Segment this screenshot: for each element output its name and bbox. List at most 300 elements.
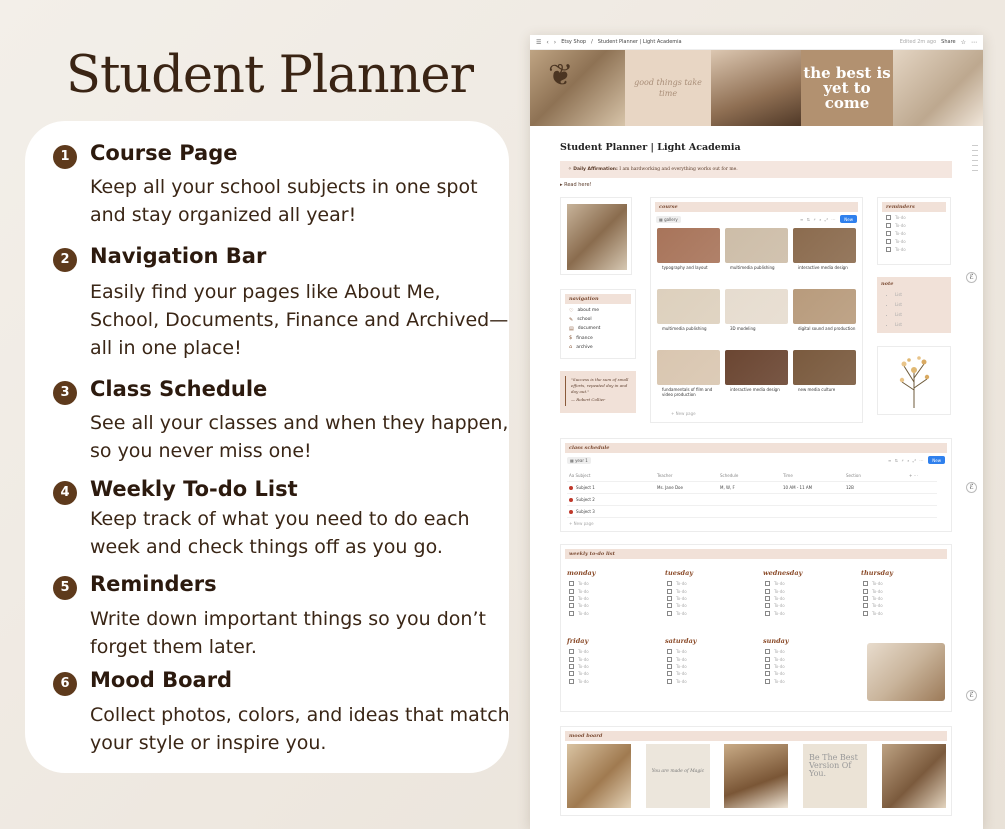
day-title: thursday bbox=[861, 569, 894, 577]
todo-item[interactable] bbox=[665, 610, 693, 617]
reminders-list bbox=[878, 214, 950, 253]
nav-item-document[interactable] bbox=[561, 324, 635, 333]
checkbox[interactable] bbox=[569, 581, 574, 586]
checkbox[interactable] bbox=[765, 679, 770, 684]
reminder-label: To-do bbox=[895, 238, 906, 244]
checkbox[interactable] bbox=[863, 611, 868, 616]
course-card-label: multimedia publishing bbox=[730, 265, 775, 270]
course-card-label: fundamentals of film and video production bbox=[662, 387, 713, 397]
note-list-item: • List bbox=[895, 320, 947, 330]
todo-label: To-do bbox=[774, 678, 785, 684]
course-card[interactable] bbox=[725, 289, 788, 344]
reminder-item[interactable] bbox=[878, 222, 950, 230]
todo-item[interactable] bbox=[763, 655, 789, 662]
course-card[interactable] bbox=[793, 228, 856, 283]
todo-label: To-do bbox=[578, 656, 589, 662]
course-card-label: multimedia publishing bbox=[662, 326, 707, 331]
checkbox[interactable] bbox=[765, 596, 770, 601]
day-title: wednesday bbox=[763, 569, 803, 577]
course-card-image bbox=[657, 350, 720, 385]
course-card-label: interactive media design bbox=[798, 265, 848, 270]
subject-label: Subject 3 bbox=[576, 509, 595, 514]
todo-item[interactable] bbox=[665, 648, 697, 655]
course-card-image bbox=[725, 289, 788, 324]
checkbox[interactable] bbox=[569, 664, 574, 669]
subject-cell[interactable] bbox=[567, 509, 655, 514]
feature-title: Navigation Bar bbox=[90, 244, 267, 268]
column-header[interactable]: Schedule bbox=[720, 473, 739, 478]
table-cell[interactable]: 10 AM - 11 AM bbox=[783, 485, 813, 490]
todo-item[interactable] bbox=[763, 580, 802, 587]
checkbox[interactable] bbox=[886, 223, 891, 228]
todo-item[interactable] bbox=[567, 655, 591, 662]
reminder-label: To-do bbox=[895, 215, 906, 221]
reminder-label: To-do bbox=[895, 230, 906, 236]
mood-text-best-version: Be The Best Version Of You. bbox=[809, 753, 858, 778]
note-list-item: • List bbox=[895, 310, 947, 320]
notion-ai-icon[interactable]: ℰ bbox=[966, 690, 977, 701]
todo-item[interactable] bbox=[665, 678, 697, 685]
column-header[interactable]: Time bbox=[783, 473, 793, 478]
todo-label: To-do bbox=[676, 581, 687, 587]
todo-item[interactable] bbox=[861, 580, 893, 587]
forward-icon[interactable]: › bbox=[553, 38, 557, 46]
nav-item-archive[interactable] bbox=[561, 343, 635, 352]
todo-label: To-do bbox=[676, 656, 687, 662]
course-card[interactable] bbox=[657, 350, 720, 405]
todo-label: To-do bbox=[676, 595, 687, 601]
todo-item[interactable] bbox=[665, 655, 697, 662]
cover-image-portrait bbox=[711, 50, 801, 126]
subject-cell[interactable] bbox=[567, 485, 655, 490]
todo-item[interactable] bbox=[763, 648, 789, 655]
todo-label: To-do bbox=[676, 663, 687, 669]
nav-label: about me bbox=[577, 308, 600, 314]
todo-label: To-do bbox=[676, 671, 687, 677]
headline: Student Planner bbox=[66, 46, 473, 105]
page-title: Student Planner | Light Academia bbox=[560, 142, 741, 153]
course-card-image bbox=[657, 289, 720, 324]
feature-number: 3 bbox=[53, 381, 77, 405]
year-view-tab[interactable]: ▦ year 1 bbox=[567, 457, 591, 464]
note-title: note bbox=[881, 281, 894, 287]
course-card-image bbox=[657, 228, 720, 263]
course-card-image bbox=[725, 350, 788, 385]
day-title: tuesday bbox=[665, 569, 694, 577]
add-column-icon[interactable]: + ⋯ bbox=[909, 473, 918, 478]
new-page-button[interactable]: + New page bbox=[671, 411, 696, 416]
todo-item[interactable] bbox=[567, 610, 595, 617]
checkbox[interactable] bbox=[569, 657, 574, 662]
feature-number: 4 bbox=[53, 481, 77, 505]
table-row[interactable] bbox=[567, 506, 937, 518]
checkbox[interactable] bbox=[886, 215, 891, 220]
todo-item[interactable] bbox=[665, 587, 693, 594]
table-header-row bbox=[567, 470, 937, 482]
feature-number: 2 bbox=[53, 248, 77, 272]
read-here-toggle[interactable] bbox=[560, 182, 592, 188]
checkbox[interactable] bbox=[765, 589, 770, 594]
checkbox[interactable] bbox=[765, 671, 770, 676]
checkbox[interactable] bbox=[667, 596, 672, 601]
course-title: course bbox=[655, 202, 858, 212]
feature-card bbox=[25, 121, 509, 773]
schedule-rows bbox=[567, 482, 937, 518]
affirmation-label: Daily Affirmation: bbox=[573, 167, 618, 172]
notion-ai-icon[interactable]: ℰ bbox=[966, 272, 977, 283]
mood-board-block bbox=[560, 726, 952, 816]
checkbox[interactable] bbox=[886, 231, 891, 236]
todo-item[interactable] bbox=[763, 595, 802, 602]
table-cell[interactable]: M, W, F bbox=[720, 485, 735, 490]
checkbox[interactable] bbox=[667, 581, 672, 586]
mood-text-magic: You are made of Magic bbox=[651, 769, 705, 774]
share-button[interactable]: Share bbox=[941, 39, 956, 45]
todo-item[interactable] bbox=[567, 587, 595, 594]
feature-title: Class Schedule bbox=[90, 377, 268, 401]
checkbox[interactable] bbox=[863, 581, 868, 586]
todo-label: To-do bbox=[578, 581, 589, 587]
todo-item[interactable] bbox=[861, 602, 893, 609]
todo-label: To-do bbox=[578, 663, 589, 669]
course-toolbar bbox=[651, 212, 862, 226]
feature-number: 6 bbox=[53, 672, 77, 696]
column-header[interactable]: Section bbox=[846, 473, 861, 478]
table-row[interactable] bbox=[567, 482, 937, 494]
todo-label: To-do bbox=[578, 678, 589, 684]
checkbox[interactable] bbox=[667, 589, 672, 594]
todo-item[interactable] bbox=[861, 595, 893, 602]
subject-label: Subject 1 bbox=[576, 485, 595, 490]
todo-label: To-do bbox=[872, 603, 883, 609]
banner-quote-text: the best is yet to come bbox=[803, 63, 891, 112]
todo-item[interactable] bbox=[665, 602, 693, 609]
todo-label: To-do bbox=[774, 671, 785, 677]
checkbox[interactable] bbox=[765, 603, 770, 608]
feature-description: Write down important things so you don’t forget them later. bbox=[90, 608, 486, 658]
feature-number: 5 bbox=[53, 576, 77, 600]
school-icon: ✎ bbox=[569, 316, 574, 323]
quote-callout bbox=[560, 371, 636, 413]
nav-label: finance bbox=[576, 335, 593, 341]
todo-label: To-do bbox=[872, 588, 883, 594]
quote-text: "Success is the sum of small efforts, repeated day in and day out." bbox=[571, 377, 629, 394]
toggle-arrow-icon[interactable]: ▸ bbox=[560, 182, 565, 188]
course-card[interactable] bbox=[657, 289, 720, 344]
todo-item[interactable] bbox=[763, 610, 802, 617]
day-tuesday bbox=[665, 569, 693, 617]
todo-item[interactable] bbox=[763, 670, 789, 677]
checkbox[interactable] bbox=[667, 603, 672, 608]
subject-cell[interactable] bbox=[567, 497, 655, 502]
column-header[interactable]: Aa Subject bbox=[569, 473, 591, 478]
checkbox[interactable] bbox=[667, 649, 672, 654]
column-header[interactable]: Teacher bbox=[657, 473, 673, 478]
course-card-image bbox=[793, 289, 856, 324]
subject-label: Subject 2 bbox=[576, 497, 595, 502]
todo-label: To-do bbox=[872, 595, 883, 601]
todo-item[interactable] bbox=[567, 602, 595, 609]
course-database bbox=[650, 197, 863, 423]
quote-bar bbox=[565, 376, 566, 406]
mood-image-5 bbox=[882, 744, 946, 808]
day-title: sunday bbox=[763, 637, 789, 645]
finance-icon: $ bbox=[569, 335, 573, 342]
page-icon bbox=[569, 498, 573, 502]
course-card[interactable] bbox=[793, 289, 856, 344]
checkbox[interactable] bbox=[569, 649, 574, 654]
day-saturday bbox=[665, 637, 697, 685]
checkbox[interactable] bbox=[667, 679, 672, 684]
course-card[interactable] bbox=[725, 350, 788, 405]
affirmation-callout bbox=[560, 161, 952, 178]
butterfly-icon: ❦ bbox=[548, 58, 574, 93]
reminder-item[interactable] bbox=[878, 230, 950, 238]
course-card-label: digital sound and production bbox=[798, 326, 856, 331]
todo-label: To-do bbox=[872, 581, 883, 587]
nav-item-school[interactable] bbox=[561, 315, 635, 324]
toolbar-icons[interactable]: ≡ ⇅ ⚡ ⌕ ⤢ ⋯ bbox=[887, 457, 925, 463]
menu-icon[interactable]: ☰ bbox=[536, 38, 542, 46]
todo-label: To-do bbox=[676, 588, 687, 594]
checkbox[interactable] bbox=[886, 247, 891, 252]
course-card[interactable] bbox=[725, 228, 788, 283]
checkbox[interactable] bbox=[765, 649, 770, 654]
todo-label: To-do bbox=[676, 649, 687, 655]
feature-description: Keep track of what you need to do each week and check things off as you go. bbox=[90, 508, 470, 558]
checkbox[interactable] bbox=[863, 603, 868, 608]
reminder-label: To-do bbox=[895, 223, 906, 229]
checkbox[interactable] bbox=[569, 589, 574, 594]
note-list bbox=[881, 290, 947, 330]
notion-ai-icon[interactable]: ℰ bbox=[966, 482, 977, 493]
breadcrumb-etsy-shop[interactable]: Etsy Shop bbox=[561, 39, 587, 45]
reminder-item[interactable] bbox=[878, 237, 950, 245]
reminder-label: To-do bbox=[895, 246, 906, 252]
new-button[interactable]: New bbox=[840, 215, 857, 223]
mood-title: mood board bbox=[565, 731, 947, 741]
breadcrumb-separator: / bbox=[591, 39, 593, 45]
feature-description: Collect photos, colors, and ideas that match your style or inspire you. bbox=[90, 704, 510, 754]
todo-item[interactable] bbox=[763, 678, 789, 685]
todo-label: To-do bbox=[676, 678, 687, 684]
page-outline[interactable] bbox=[972, 145, 978, 175]
back-icon[interactable]: ‹ bbox=[546, 38, 549, 46]
feature-title: Course Page bbox=[90, 141, 238, 165]
course-card-label: typography and layout bbox=[662, 265, 708, 270]
note-list-item: • List bbox=[895, 300, 947, 310]
checkbox[interactable] bbox=[765, 581, 770, 586]
toolbar-icons[interactable]: ≡ ⇅ ⚡ ⌕ ⤢ ⋯ bbox=[799, 216, 837, 222]
checkbox[interactable] bbox=[667, 671, 672, 676]
flower-image-block bbox=[877, 346, 951, 415]
new-button[interactable]: New bbox=[928, 456, 945, 464]
todo-label: To-do bbox=[774, 588, 785, 594]
photo-block bbox=[560, 197, 632, 275]
todo-label: To-do bbox=[774, 656, 785, 662]
checkbox[interactable] bbox=[765, 657, 770, 662]
todo-label: To-do bbox=[774, 581, 785, 587]
nav-label: archive bbox=[576, 344, 593, 350]
nav-item-about-me[interactable] bbox=[561, 306, 635, 315]
todo-item[interactable] bbox=[567, 580, 595, 587]
table-cell[interactable]: Ms. Jane Doe bbox=[657, 485, 683, 490]
todo-item[interactable] bbox=[861, 587, 893, 594]
schedule-toolbar bbox=[561, 453, 951, 467]
course-card-image bbox=[725, 228, 788, 263]
new-page-button[interactable]: + New page bbox=[569, 521, 594, 526]
course-card-label: new media culture bbox=[798, 387, 836, 392]
checkbox[interactable] bbox=[569, 611, 574, 616]
todo-item[interactable] bbox=[567, 670, 591, 677]
checkbox[interactable] bbox=[569, 596, 574, 601]
page-icon bbox=[569, 486, 573, 490]
course-card-image bbox=[793, 350, 856, 385]
mood-image-4 bbox=[803, 744, 867, 808]
checkbox[interactable] bbox=[863, 589, 868, 594]
note-list-item: • List bbox=[895, 290, 947, 300]
day-monday bbox=[567, 569, 595, 617]
table-cell[interactable]: 12B bbox=[846, 485, 854, 490]
day-sunday bbox=[763, 637, 789, 685]
todo-item[interactable] bbox=[861, 610, 893, 617]
reminders-title: reminders bbox=[882, 202, 946, 212]
checkbox[interactable] bbox=[667, 611, 672, 616]
checkbox[interactable] bbox=[765, 664, 770, 669]
gallery-view-tab[interactable]: ▦ gallery bbox=[656, 216, 681, 223]
table-row[interactable] bbox=[567, 494, 937, 506]
cover-banner bbox=[530, 50, 983, 126]
todo-label: To-do bbox=[872, 610, 883, 616]
checkbox[interactable] bbox=[569, 603, 574, 608]
todo-item[interactable] bbox=[763, 587, 802, 594]
todo-label: To-do bbox=[578, 595, 589, 601]
feature-number: 1 bbox=[53, 145, 77, 169]
flower-illustration bbox=[894, 352, 934, 410]
feature-title: Reminders bbox=[90, 572, 217, 596]
star-icon[interactable]: ☆ bbox=[960, 38, 966, 46]
books-photo bbox=[567, 204, 627, 270]
todo-label: To-do bbox=[578, 649, 589, 655]
course-card-image bbox=[793, 228, 856, 263]
affirmation-text: I am hardworking and everything works out for me. bbox=[619, 167, 738, 172]
todo-label: To-do bbox=[578, 671, 589, 677]
reminder-item[interactable] bbox=[878, 245, 950, 253]
course-card-label: 3D modeling bbox=[730, 326, 756, 331]
reminders-block bbox=[877, 197, 951, 265]
page-icon bbox=[569, 510, 573, 514]
cover-image-butterfly bbox=[530, 50, 625, 126]
todo-label: To-do bbox=[774, 610, 785, 616]
todo-label: To-do bbox=[578, 610, 589, 616]
navigation-title: navigation bbox=[565, 294, 631, 304]
nav-item-finance[interactable] bbox=[561, 334, 635, 343]
cover-image-quote bbox=[801, 50, 893, 126]
edited-status: Edited 2m ago bbox=[899, 39, 937, 45]
course-card[interactable] bbox=[657, 228, 720, 283]
cover-image-coffee bbox=[893, 50, 983, 126]
feature-title: Mood Board bbox=[90, 668, 233, 692]
mood-image-1 bbox=[567, 744, 631, 808]
todo-label: To-do bbox=[676, 603, 687, 609]
read-here-label: Read here! bbox=[564, 182, 592, 188]
top-bar bbox=[530, 35, 983, 50]
note-callout bbox=[877, 277, 951, 333]
checkbox[interactable] bbox=[569, 671, 574, 676]
day-title: monday bbox=[567, 569, 596, 577]
cover-image-script bbox=[625, 50, 711, 126]
nav-label: document bbox=[577, 326, 601, 332]
heart-icon: ♡ bbox=[569, 307, 574, 314]
day-friday bbox=[567, 637, 591, 685]
checkbox[interactable] bbox=[667, 657, 672, 662]
archive-icon: ⌂ bbox=[569, 344, 573, 351]
todo-item[interactable] bbox=[567, 678, 591, 685]
todo-label: To-do bbox=[774, 663, 785, 669]
sparkle-icon: ✧ bbox=[568, 167, 574, 172]
schedule-title: class schedule bbox=[565, 443, 947, 453]
feature-description: Easily find your pages like About Me, School, Documents, Finance and Archived—all in one place! bbox=[90, 281, 509, 359]
mood-image-3 bbox=[724, 744, 788, 808]
day-wednesday bbox=[763, 569, 802, 617]
day-title: saturday bbox=[665, 637, 697, 645]
todo-item[interactable] bbox=[567, 595, 595, 602]
todo-label: To-do bbox=[774, 603, 785, 609]
reminder-item[interactable] bbox=[878, 214, 950, 222]
todo-item[interactable] bbox=[665, 595, 693, 602]
day-title: friday bbox=[567, 637, 589, 645]
feature-description: Keep all your school subjects in one spot and stay organized all year! bbox=[90, 176, 478, 226]
course-gallery bbox=[657, 228, 856, 405]
todo-item[interactable] bbox=[763, 602, 802, 609]
checkbox[interactable] bbox=[765, 611, 770, 616]
todo-item[interactable] bbox=[665, 663, 697, 670]
planner-screenshot bbox=[530, 35, 983, 829]
todo-item[interactable] bbox=[763, 663, 789, 670]
todo-label: To-do bbox=[578, 603, 589, 609]
checkbox[interactable] bbox=[667, 664, 672, 669]
class-schedule-database bbox=[560, 438, 952, 532]
todo-label: To-do bbox=[774, 649, 785, 655]
todo-item[interactable] bbox=[567, 648, 591, 655]
weekly-todo-block bbox=[560, 544, 952, 712]
feature-description: See all your classes and when they happen, so you never miss one! bbox=[90, 412, 509, 462]
feature-title: Weekly To-do List bbox=[90, 477, 298, 501]
schedule-table bbox=[567, 470, 937, 529]
more-icon[interactable]: ⋯ bbox=[971, 38, 977, 46]
checkbox[interactable] bbox=[863, 596, 868, 601]
todo-label: To-do bbox=[578, 588, 589, 594]
mood-image-2 bbox=[646, 744, 710, 808]
todo-item[interactable] bbox=[567, 663, 591, 670]
checkbox[interactable] bbox=[569, 679, 574, 684]
banner-script-text: good things take time bbox=[634, 78, 702, 98]
nav-label: school bbox=[577, 317, 592, 323]
navigation-block bbox=[560, 289, 636, 359]
todo-label: To-do bbox=[676, 610, 687, 616]
quote-author: — Robert Collier bbox=[571, 397, 605, 402]
todo-item[interactable] bbox=[665, 580, 693, 587]
course-card[interactable] bbox=[793, 350, 856, 405]
day-thursday bbox=[861, 569, 893, 617]
course-card-label: interactive media design bbox=[730, 387, 780, 392]
weekly-title: weekly to-do list bbox=[565, 549, 947, 559]
checkbox[interactable] bbox=[886, 239, 891, 244]
breadcrumb-current-page[interactable]: Student Planner | Light Academia bbox=[597, 39, 682, 45]
todo-label: To-do bbox=[774, 595, 785, 601]
weekly-decor-image bbox=[867, 643, 945, 701]
todo-item[interactable] bbox=[665, 670, 697, 677]
